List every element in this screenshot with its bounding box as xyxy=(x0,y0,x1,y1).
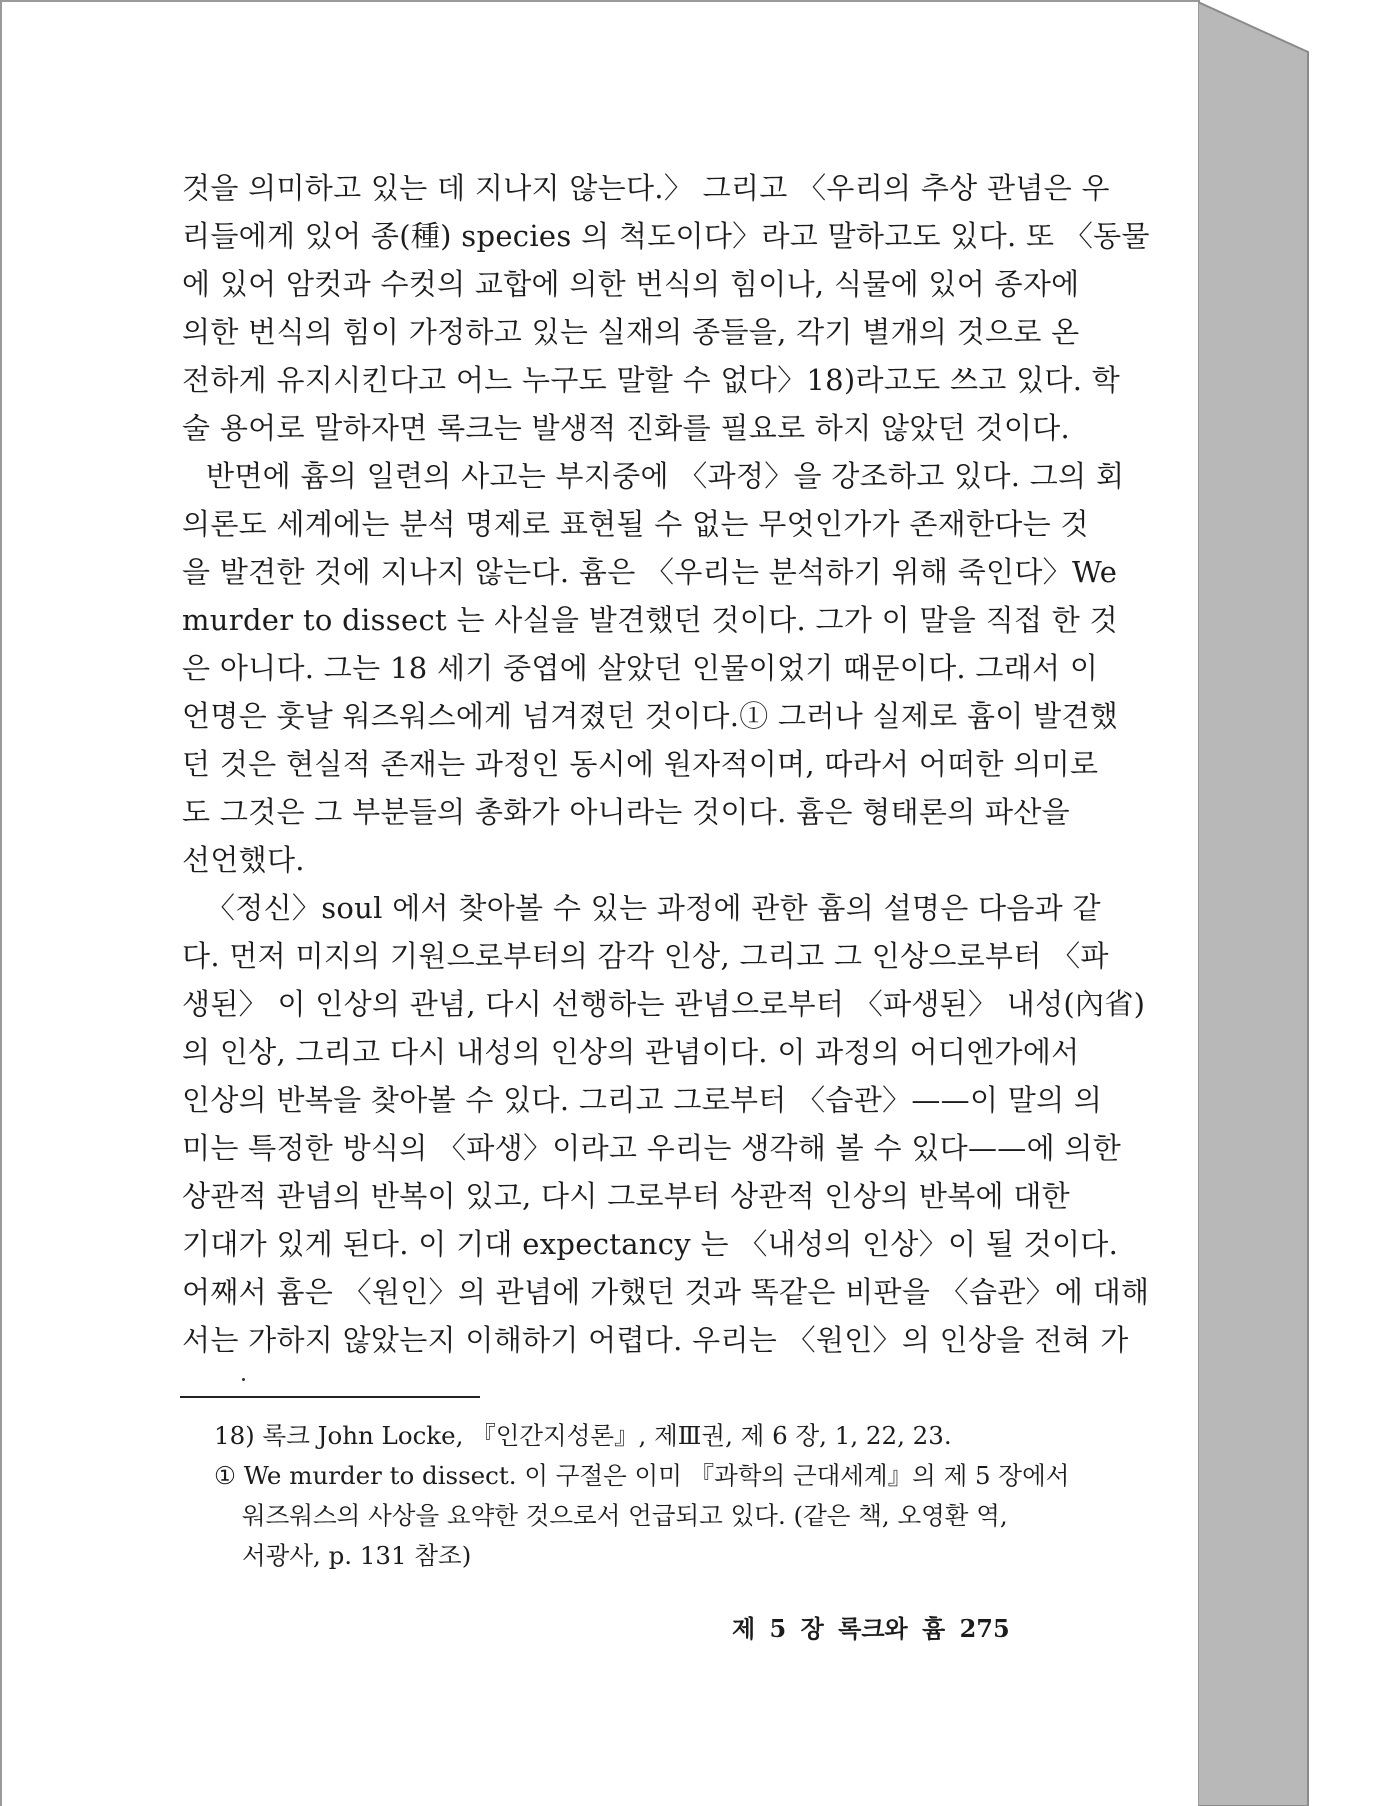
body-line: 도 그것은 그 부분들의 총화가 아니라는 것이다. 흄은 형태론의 파산을 xyxy=(182,795,1070,829)
body-line: 인상의 반복을 찾아볼 수 있다. 그리고 그로부터 〈습관〉——이 말의 의 xyxy=(182,1083,1103,1117)
body-line: 다. 먼저 미지의 기원으로부터의 감각 인상, 그리고 그 인상으로부터 〈파 xyxy=(182,939,1109,973)
book-edge-shape xyxy=(1198,0,1318,1806)
body-line: 어째서 흄은 〈원인〉의 관념에 가했던 것과 똑같은 비판을 〈습관〉에 대해 xyxy=(182,1275,1150,1309)
body-line: 의론도 세계에는 분석 명제로 표현될 수 없는 무엇인가가 존재한다는 것 xyxy=(182,507,1089,541)
body-line: 서는 가하지 않았는지 이해하기 어렵다. 우리는 〈원인〉의 인상을 전혀 가 xyxy=(182,1323,1129,1357)
body-line: 은 아니다. 그는 18 세기 중엽에 살았던 인물이었기 때문이다. 그래서 이 xyxy=(182,651,1099,685)
body-line: 〈정신〉soul 에서 찾아볼 수 있는 과정에 관한 흄의 설명은 다음과 같 xyxy=(206,891,1101,925)
body-line: 선언했다. xyxy=(182,843,305,877)
body-line: 미는 특정한 방식의 〈파생〉이라고 우리는 생각해 볼 수 있다——에 의한 xyxy=(182,1131,1122,1165)
body-line: 던 것은 현실적 존재는 과정인 동시에 원자적이며, 따라서 어떠한 의미로 xyxy=(182,747,1099,781)
page-number: 275 xyxy=(959,1614,1010,1643)
body-line: 기대가 있게 된다. 이 기대 expectancy 는 〈내성의 인상〉이 될 것이다. xyxy=(182,1227,1119,1261)
body-line: 전하게 유지시킨다고 어느 누구도 말할 수 없다〉18)라고도 쓰고 있다. 학 xyxy=(182,363,1121,397)
running-title: 제 5 장 록크와 흄 xyxy=(732,1614,946,1643)
body-line: 반면에 흄의 일련의 사고는 부지중에 〈과정〉을 강조하고 있다. 그의 회 xyxy=(206,459,1125,493)
footnote-separator xyxy=(180,1396,480,1398)
body-line: 에 있어 암컷과 수컷의 교합에 의한 번식의 힘이나, 식물에 있어 종자에 xyxy=(182,267,1080,301)
body-line: 상관적 관념의 반복이 있고, 다시 그로부터 상관적 인상의 반복에 대한 xyxy=(182,1179,1070,1213)
body-line: 술 용어로 말하자면 록크는 발생적 진화를 필요로 하지 않았던 것이다. xyxy=(182,411,1070,445)
running-footer xyxy=(732,1609,1032,1644)
footnote-1-line: ① We murder to dissect. 이 구절은 이미 『과학의 근대세계』의 제 5 장에서 xyxy=(214,1461,1070,1490)
body-line: murder to dissect 는 사실을 발견했던 것이다. 그가 이 말을 직접 한 것 xyxy=(182,603,1118,637)
footnote-1-line: 서광사, p. 131 참조) xyxy=(242,1541,472,1570)
body-line: 의한 번식의 힘이 가정하고 있는 실재의 종들을, 각기 별개의 것으로 온 xyxy=(182,315,1080,349)
body-line: 리들에게 있어 종(種) species 의 척도이다〉라고 말하고도 있다. 또 〈동물 xyxy=(182,219,1150,253)
body-line: 을 발견한 것에 지나지 않는다. 흄은 〈우리는 분석하기 위해 죽인다〉We xyxy=(182,555,1118,589)
footnote-18: 18) 록크 John Locke, 『인간지성론』, 제Ⅲ권, 제 6 장, 1, 22, 23. xyxy=(214,1421,952,1450)
body-text xyxy=(182,164,1150,1364)
body-line: 것을 의미하고 있는 데 지나지 않는다.〉 그리고 〈우리의 추상 관념은 우 xyxy=(182,171,1110,205)
footnote-1-line: 워즈워스의 사상을 요약한 것으로서 언급되고 있다. (같은 책, 오영환 역, xyxy=(242,1501,1008,1530)
body-line: 의 인상, 그리고 다시 내성의 인상의 관념이다. 이 과정의 어디엔가에서 xyxy=(182,1035,1080,1069)
book-edge xyxy=(1198,0,1318,1806)
stray-dot xyxy=(242,1378,245,1381)
body-line: 언명은 훗날 워즈워스에게 넘겨졌던 것이다.① 그러나 실제로 흄이 발견했 xyxy=(182,699,1119,733)
footnotes xyxy=(214,1416,1070,1576)
body-line: 생된〉 이 인상의 관념, 다시 선행하는 관념으로부터 〈파생된〉 내성(內省) xyxy=(182,987,1146,1021)
